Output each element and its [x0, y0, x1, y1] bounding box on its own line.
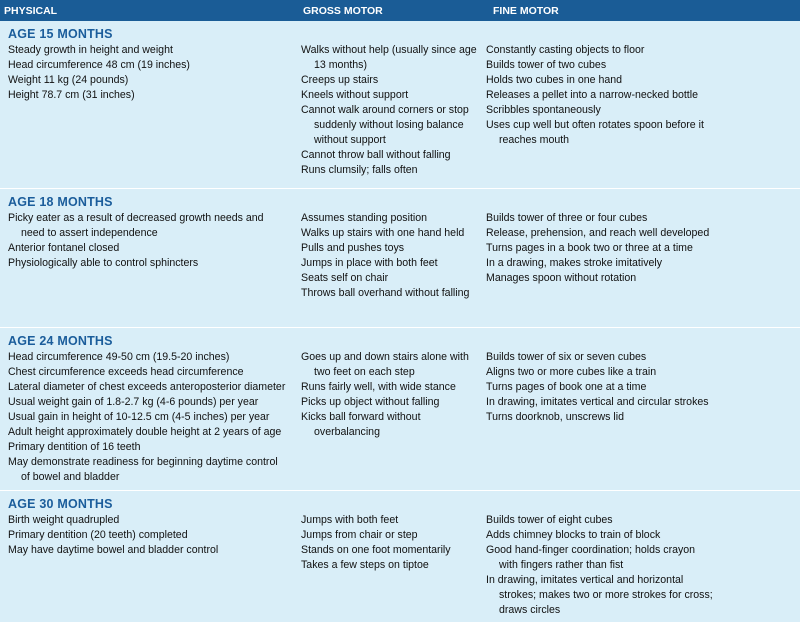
- fine-motor-item: Builds tower of three or four cubes: [486, 212, 648, 224]
- fine-motor-column: [486, 350, 800, 485]
- header-physical: PHYSICAL: [4, 4, 58, 17]
- physical-item: Usual gain in height of 10-12.5 cm (4-5 inches) per year: [8, 411, 270, 423]
- fine-motor-item: with fingers rather than fist: [499, 559, 624, 571]
- fine-motor-item: strokes; makes two or more strokes for cross;: [499, 589, 713, 601]
- age-section: [0, 327, 800, 490]
- gross-motor-column: [296, 43, 486, 178]
- physical-column: [0, 43, 296, 178]
- gross-motor-item: Seats self on chair: [301, 272, 389, 284]
- fine-motor-item: Builds tower of six or seven cubes: [486, 351, 647, 363]
- physical-item: Anterior fontanel closed: [8, 242, 120, 254]
- gross-motor-item: Throws ball overhand without falling: [301, 287, 470, 299]
- physical-column: [0, 211, 296, 301]
- age-heading: AGE 30 MONTHS: [8, 497, 113, 511]
- gross-motor-item: Assumes standing position: [301, 212, 428, 224]
- fine-motor-item: Good hand-finger coordination; holds crayon: [486, 544, 696, 556]
- gross-motor-item: Kicks ball forward without: [301, 411, 421, 423]
- physical-item: Primary dentition (20 teeth) completed: [8, 529, 188, 541]
- fine-motor-item: reaches mouth: [499, 134, 570, 146]
- fine-motor-item: Releases a pellet into a narrow-necked bottle: [486, 89, 698, 101]
- fine-motor-item: In a drawing, makes stroke imitatively: [486, 257, 663, 269]
- gross-motor-item: two feet on each step: [314, 366, 415, 378]
- gross-motor-item: Runs clumsily; falls often: [301, 164, 418, 176]
- gross-motor-item: 13 months): [314, 59, 367, 71]
- gross-motor-item: without support: [314, 134, 386, 146]
- fine-motor-item: Adds chimney blocks to train of block: [486, 529, 661, 541]
- gross-motor-column: [296, 211, 486, 301]
- physical-item: Usual weight gain of 1.8-2.7 kg (4-6 pounds) per year: [8, 396, 259, 408]
- fine-motor-item: draws circles: [499, 604, 561, 616]
- gross-motor-item: Cannot walk around corners or stop: [301, 104, 469, 116]
- fine-motor-item: Aligns two or more cubes like a train: [486, 366, 657, 378]
- fine-motor-item: In drawing, imitates vertical and circular strokes: [486, 396, 709, 408]
- fine-motor-item: Turns pages of book one at a time: [486, 381, 647, 393]
- gross-motor-column: [296, 513, 486, 618]
- physical-item: Chest circumference exceeds head circumference: [8, 366, 244, 378]
- fine-motor-item: Turns doorknob, unscrews lid: [486, 411, 624, 423]
- physical-item: Weight 11 kg (24 pounds): [8, 74, 129, 86]
- physical-item: Height 78.7 cm (31 inches): [8, 89, 135, 101]
- physical-column: [0, 350, 296, 485]
- fine-motor-item: Constantly casting objects to floor: [486, 44, 645, 56]
- physical-item: May have daytime bowel and bladder control: [8, 544, 219, 556]
- physical-item: need to assert independence: [21, 227, 158, 239]
- gross-motor-item: Runs fairly well, with wide stance: [301, 381, 456, 393]
- gross-motor-item: Jumps from chair or step: [301, 529, 418, 541]
- gross-motor-item: Kneels without support: [301, 89, 409, 101]
- gross-motor-item: Walks without help (usually since age: [301, 44, 477, 56]
- gross-motor-item: Pulls and pushes toys: [301, 242, 405, 254]
- gross-motor-item: Stands on one foot momentarily: [301, 544, 451, 556]
- physical-item: Physiologically able to control sphincters: [8, 257, 199, 269]
- gross-motor-item: Creeps up stairs: [301, 74, 379, 86]
- gross-motor-item: suddenly without losing balance: [314, 119, 464, 131]
- physical-item: May demonstrate readiness for beginning daytime control: [8, 456, 278, 468]
- physical-item: of bowel and bladder: [21, 471, 120, 483]
- physical-item: Picky eater as a result of decreased growth needs and: [8, 212, 264, 224]
- fine-motor-item: Turns pages in a book two or three at a time: [486, 242, 693, 254]
- physical-item: Steady growth in height and weight: [8, 44, 173, 56]
- header-gross-motor: GROSS MOTOR: [303, 4, 383, 17]
- physical-item: Head circumference 49-50 cm (19.5-20 inches): [8, 351, 230, 363]
- physical-item: Birth weight quadrupled: [8, 514, 120, 526]
- physical-item: Head circumference 48 cm (19 inches): [8, 59, 190, 71]
- fine-motor-column: [486, 513, 800, 618]
- fine-motor-item: Builds tower of two cubes: [486, 59, 607, 71]
- age-heading: AGE 18 MONTHS: [8, 195, 113, 209]
- fine-motor-column: [486, 211, 800, 301]
- fine-motor-item: Manages spoon without rotation: [486, 272, 637, 284]
- fine-motor-item: Builds tower of eight cubes: [486, 514, 613, 526]
- gross-motor-item: Cannot throw ball without falling: [301, 149, 451, 161]
- physical-column: [0, 513, 296, 618]
- fine-motor-item: Scribbles spontaneously: [486, 104, 601, 116]
- gross-motor-item: Picks up object without falling: [301, 396, 440, 408]
- age-heading: AGE 15 MONTHS: [8, 27, 113, 41]
- gross-motor-item: Goes up and down stairs alone with: [301, 351, 469, 363]
- gross-motor-item: overbalancing: [314, 426, 380, 438]
- age-section: [0, 21, 800, 188]
- fine-motor-item: Uses cup well but often rotates spoon before it: [486, 119, 704, 131]
- age-heading: AGE 24 MONTHS: [8, 334, 113, 348]
- table-header: [0, 0, 800, 21]
- physical-item: Lateral diameter of chest exceeds anteroposterior diameter: [8, 381, 286, 393]
- physical-item: Primary dentition of 16 teeth: [8, 441, 141, 453]
- header-fine-motor: FINE MOTOR: [493, 4, 559, 17]
- fine-motor-item: Holds two cubes in one hand: [486, 74, 623, 86]
- gross-motor-column: [296, 350, 486, 485]
- physical-item: Adult height approximately double height at 2 years of age: [8, 426, 282, 438]
- gross-motor-item: Walks up stairs with one hand held: [301, 227, 465, 239]
- gross-motor-item: Jumps with both feet: [301, 514, 399, 526]
- fine-motor-column: [486, 43, 800, 178]
- age-section: [0, 188, 800, 327]
- fine-motor-item: Release, prehension, and reach well developed: [486, 227, 710, 239]
- gross-motor-item: Jumps in place with both feet: [301, 257, 438, 269]
- age-section: [0, 490, 800, 622]
- fine-motor-item: In drawing, imitates vertical and horizontal: [486, 574, 684, 586]
- gross-motor-item: Takes a few steps on tiptoe: [301, 559, 429, 571]
